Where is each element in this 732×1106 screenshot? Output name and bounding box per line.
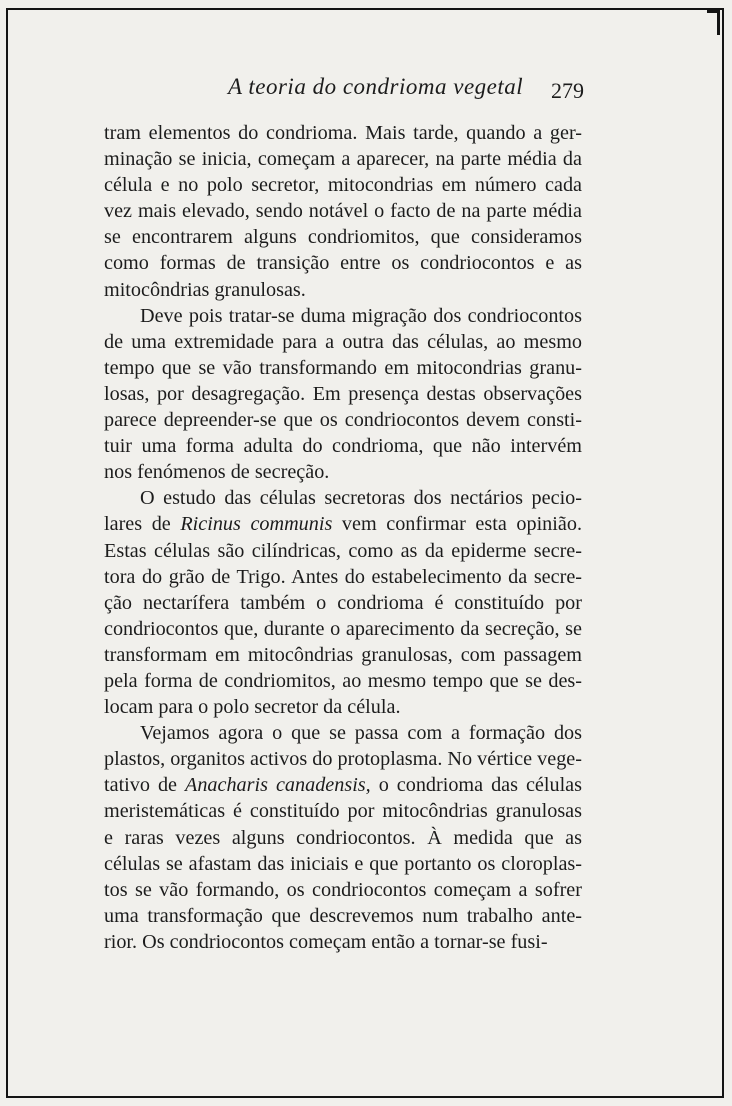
body-text <box>104 120 582 955</box>
italic-term: Anacharis canadensis, <box>184 774 371 797</box>
page-header <box>104 74 584 108</box>
text-line: pela forma de condriomitos, ao mesmo tempo que se des- <box>104 669 582 692</box>
text-line: Estas células são cilíndricas, como as da epiderme secre- <box>104 539 582 562</box>
text-line: lares de Ricinus communis vem confirmar esta opinião. <box>104 513 582 536</box>
text-line: minação se inicia, começam a aparecer, na parte média da <box>104 148 582 171</box>
text-line: ção nectarífera também o condrioma é constituído por <box>104 591 582 614</box>
text-line: tora do grão de Trigo. Antes do estabelecimento da secre- <box>104 565 582 588</box>
paragraph <box>104 720 582 955</box>
text-line: rior. Os condriocontos começam então a tornar-se fusi- <box>104 930 548 953</box>
text-line: tram elementos do condrioma. Mais tarde, quando a ger- <box>104 122 582 144</box>
text-line: O estudo das células secretoras dos nectários pecio- <box>140 487 582 510</box>
page-number: 279 <box>551 78 584 103</box>
text-line: se encontrarem alguns condriomitos, que consideramos <box>104 226 582 249</box>
text-line: transformam em mitocôndrias granulosas, com passagem <box>104 643 582 666</box>
text-line: mitocôndrias granulosas. <box>104 278 306 301</box>
text-line: plastos, organitos activos do protoplasma. No vértice vege- <box>104 748 582 771</box>
paragraph <box>104 303 582 486</box>
running-title: A teoria do condrioma vegetal <box>228 74 524 99</box>
corner-mark <box>707 10 720 35</box>
paragraph <box>104 485 582 720</box>
text-line: e raras vezes alguns condriocontos. À medida que as <box>104 826 582 849</box>
text-line: meristemáticas é constituído por mitocôndrias granulosas <box>104 800 582 823</box>
text-line: de uma extremidade para a outra das células, ao mesmo <box>104 330 582 353</box>
text-line: nos fenómenos de secreção. <box>104 461 330 484</box>
text-line: uma transformação que descrevemos num trabalho ante- <box>104 904 582 927</box>
italic-term: Ricinus communis <box>180 513 333 536</box>
text-line: locam para o polo secretor da célula. <box>104 696 401 719</box>
paragraph <box>104 120 582 303</box>
text-line: tempo que se vão transformando em mitocondrias granu- <box>104 356 582 379</box>
text-line: células se afastam das iniciais e que portanto os cloroplas- <box>104 852 582 875</box>
text-line: tos se vão formando, os condriocontos começam a sofrer <box>104 878 582 901</box>
text-line: tativo de Anacharis canadensis, o condrioma das células <box>104 774 583 797</box>
text-line: tuir uma forma adulta do condrioma, que não intervém <box>104 435 582 458</box>
text-line: vez mais elevado, sendo notável o facto de na parte média <box>104 200 582 223</box>
text-line: condriocontos que, durante o aparecimento da secreção, se <box>104 617 582 640</box>
text-line: Deve pois tratar-se duma migração dos condriocontos <box>140 304 582 327</box>
text-line: célula e no polo secretor, mitocondrias em número cada <box>104 174 582 197</box>
text-line: Vejamos agora o que se passa com a formação dos <box>140 722 582 745</box>
text-line: parece depreender-se que os condriocontos devem consti- <box>104 409 582 432</box>
text-line: como formas de transição entre os condriocontos e as <box>104 252 582 275</box>
text-line: losas, por desagregação. Em presença destas observações <box>104 382 582 405</box>
